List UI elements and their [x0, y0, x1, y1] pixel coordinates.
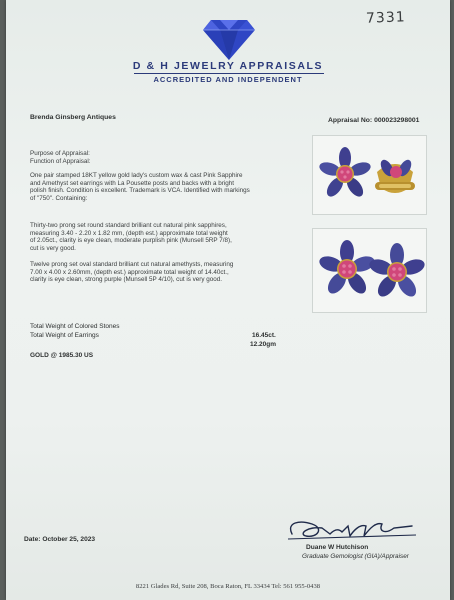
description-paragraph-2 [30, 222, 300, 252]
text-line: polish finish. Condition is excellent. Trademark is VCA. Identified with markings [30, 187, 250, 195]
text-line: Thirty-two prong set round standard brilliant cut natural pink sapphires, [30, 222, 227, 229]
earrings-photo-front [312, 228, 427, 313]
text-line: of "750". Containing: [30, 194, 88, 202]
total-earrings-value: 12.20gm [250, 341, 277, 348]
earring-pair-icon [313, 229, 428, 314]
text-line: 7.00 x 4.00 x 2.60mm, (depth est.) approximate total weight of 14.40ct., [30, 268, 229, 276]
appraisal-date: Date: October 25, 2023 [24, 536, 96, 543]
company-name: D & H JEWELRY APPRAISALS [132, 60, 324, 72]
earrings-photo-side [312, 135, 427, 215]
text-line: of 2.05ct., clarity is eye clean, moderate purplish pink (Munsell 5RP 7/8), [30, 237, 232, 245]
handwritten-number: 7331 [365, 9, 406, 27]
footer-address: 8221 Glades Rd, Suite 208, Boca Raton, FL 33434 Tel: 561 955-0438 [135, 583, 321, 590]
text-line: One pair stamped 18KT yellow gold lady's custom wax & cast Pink Sapphire [30, 172, 243, 179]
text-line: cut is very good. [30, 244, 76, 252]
text-line: measuring 3.40 - 2.20 x 1.82 mm, (depth est.) approximate total weight [30, 229, 228, 237]
description-paragraph-1 [30, 172, 310, 202]
appraiser-title: Graduate Gemologist (GIA)/Appraiser [302, 553, 409, 560]
company-tagline: ACCREDITED AND INDEPENDENT [153, 75, 303, 84]
total-earrings-label: Total Weight of Earrings [30, 332, 99, 339]
gold-price: GOLD @ 1985.30 US [30, 352, 94, 359]
purpose-label: Purpose of Appraisal: [30, 150, 90, 157]
earring-flower-icon [313, 136, 428, 216]
text-line: Twelve prong set oval standard brilliant cut natural amethysts, measuring [30, 261, 234, 268]
signature-icon [278, 512, 418, 544]
text-line: clarity is eye clean, strong purple (Munsell 5P 4/10), cut is very good. [30, 276, 223, 284]
client-name: Brenda Ginsberg Antiques [30, 114, 116, 121]
function-label: Function of Appraisal: [30, 158, 91, 165]
header-rule [134, 73, 324, 74]
diamond-logo-icon [203, 18, 255, 60]
appraisal-number: Appraisal No: 000023298001 [328, 117, 420, 124]
text-line: and Amethyst set earrings with La Pousette posts and backs with a bright [30, 179, 235, 187]
appraiser-name: Duane W Hutchison [306, 544, 369, 551]
appraisal-document [6, 0, 450, 600]
total-stones-value: 16.45ct. [252, 332, 276, 339]
total-stones-label: Total Weight of Colored Stones [30, 323, 120, 330]
description-paragraph-3 [30, 261, 300, 284]
